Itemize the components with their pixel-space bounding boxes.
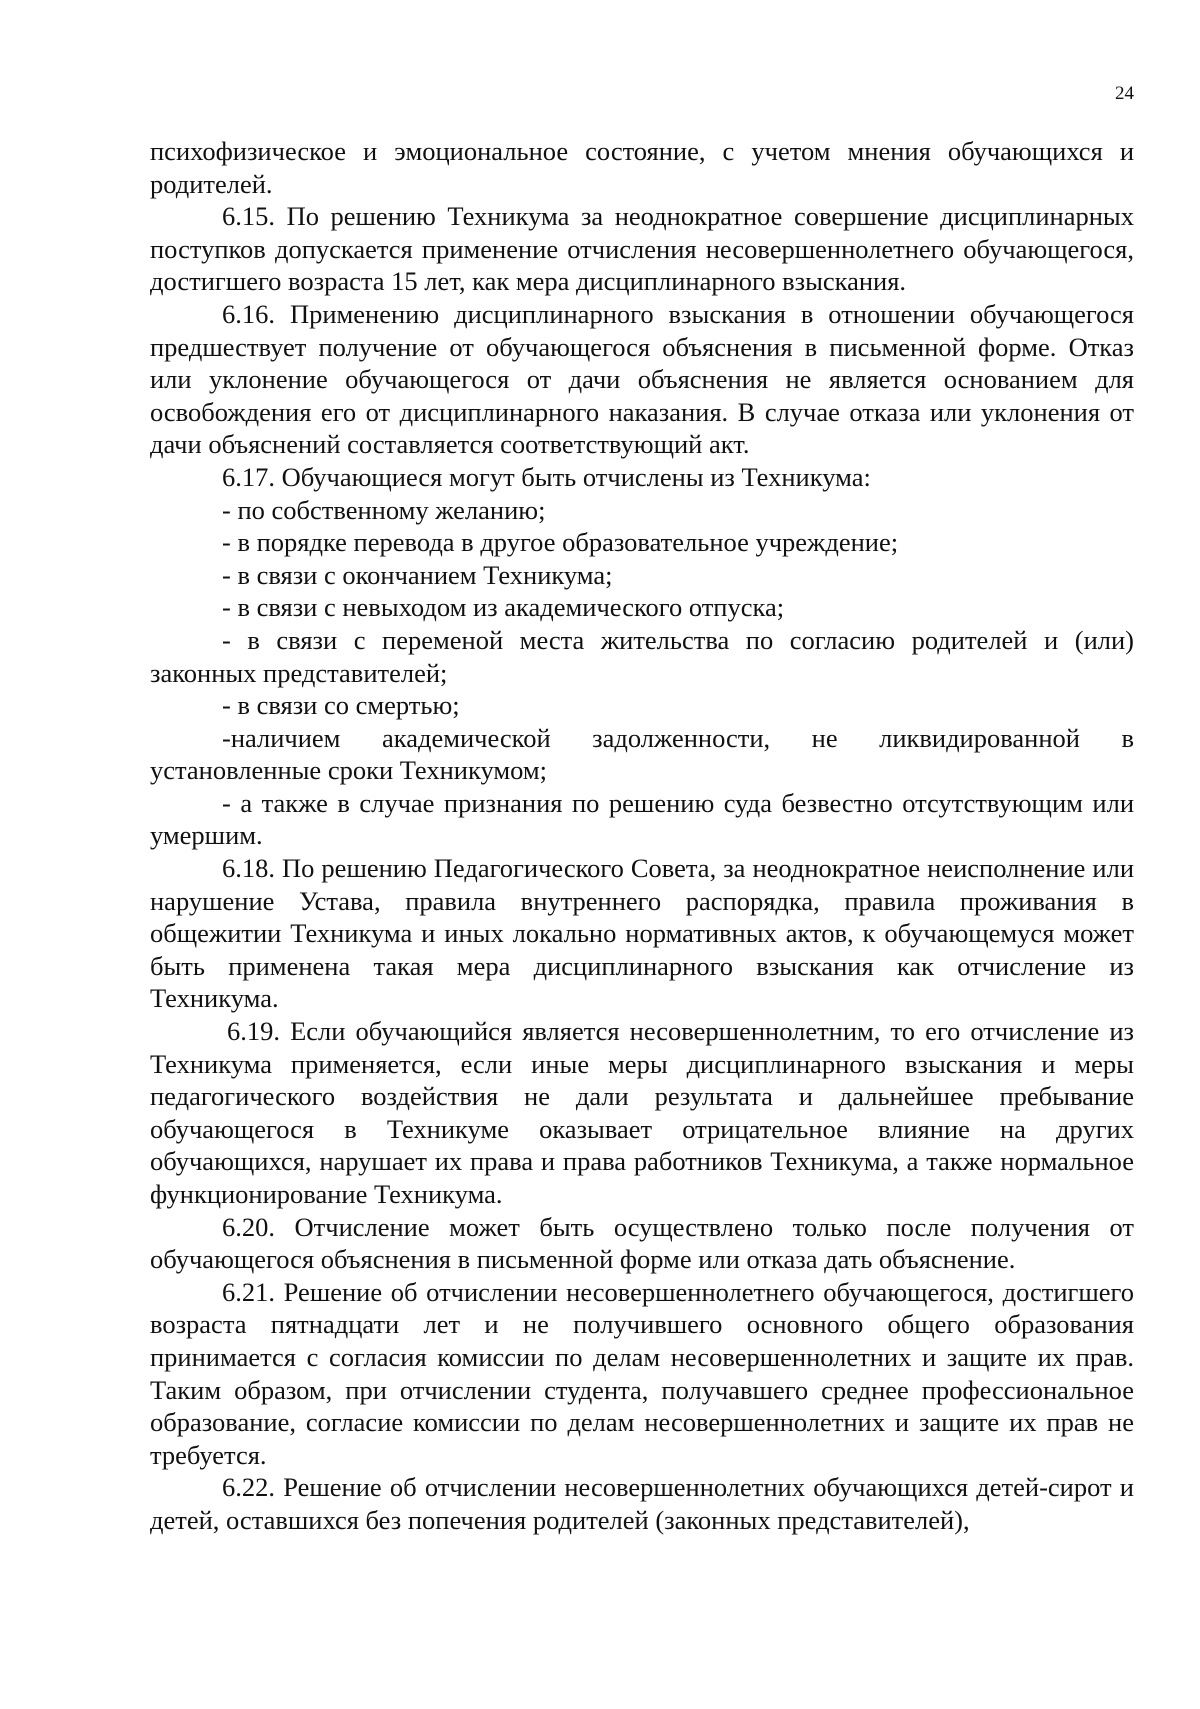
paragraph-6-16: 6.16. Применению дисциплинарного взыскания в отношении обучающегося предшествует получение от обучающегося объяснения в письменной форме. Отказ или уклонение обучающегося от дачи объяснения не является основанием для освобождения его от дисциплинарного наказания. В случае отказа или уклонения от дачи объяснений составляется соответствующий акт.	[150, 298, 1134, 460]
paragraph-6-20: 6.20. Отчисление может быть осуществлено только после получения от обучающегося объяснения в письменной форме или отказа дать объяснение.	[150, 1211, 1134, 1275]
paragraph-6-18: 6.18. По решению Педагогического Совета, за неоднократное неисполнение или нарушение Устава, правила внутреннего распорядка, правила проживания в общежитии Техникума и иных локально нормативных актов, к обучающемуся может быть применена такая мера дисциплинарного взыскания как отчисление из Техникума.	[150, 853, 1134, 1014]
document-body	[150, 135, 1134, 1537]
list-item: -наличием академической задолженности, не ликвидированной в установленные сроки Техникумом;	[150, 722, 1134, 786]
paragraph-6-21: 6.21. Решение об отчислении несовершеннолетнего обучающегося, достигшего возраста пятнадцати лет и не получившего основного общего образования принимается с согласия комиссии по делам несовершеннолетних и защите их прав. Таким образом, при отчислении студента, получавшего среднее профессиональное образование, согласие комиссии по делам несовершеннолетних и защите их прав не требуется.	[150, 1276, 1134, 1470]
list-item: - по собственному желанию;	[222, 494, 546, 525]
paragraph-6-17: 6.17. Обучающиеся могут быть отчислены из Техникума:	[222, 461, 871, 492]
list-item: - в связи с переменой места жительства по согласию родителей и (или) законных представителей;	[150, 624, 1134, 688]
list-item: - в связи с окончанием Техникума;	[222, 559, 613, 590]
list-item: - в порядке перевода в другое образовательное учреждение;	[222, 527, 899, 558]
page-number: 24	[1115, 83, 1134, 104]
paragraph-6-15: 6.15. По решению Техникума за неоднократное совершение дисциплинарных поступков допускается применение отчисления несовершеннолетнего обучающегося, достигшего возраста 15 лет, как мера дисциплинарного взыскания.	[150, 201, 1134, 297]
paragraph-6-22: 6.22. Решение об отчислении несовершеннолетних обучающихся детей-сирот и детей, оставшихся без попечения родителей (законных представителей),	[150, 1472, 1134, 1535]
list-item: - а также в случае признания по решению суда безвестно отсутствующим или умершим.	[150, 787, 1134, 851]
paragraph-6-19: 6.19. Если обучающийся является несовершеннолетним, то его отчисление из Техникума применяется, если иные меры дисциплинарного взыскания и меры педагогического воздействия не дали результата и дальнейшее пребывание обучающегося в Техникуме оказывает отрицательное влияние на других обучающихся, нарушает их права и права работников Техникума, а также нормальное функционирование Техникума.	[150, 1016, 1134, 1209]
list-item: - в связи со смертью;	[222, 690, 460, 721]
list-item: - в связи с невыходом из академического отпуска;	[222, 592, 785, 623]
paragraph-continuation: психофизическое и эмоциональное состояние, с учетом мнения обучающихся и родителей.	[150, 136, 1134, 199]
